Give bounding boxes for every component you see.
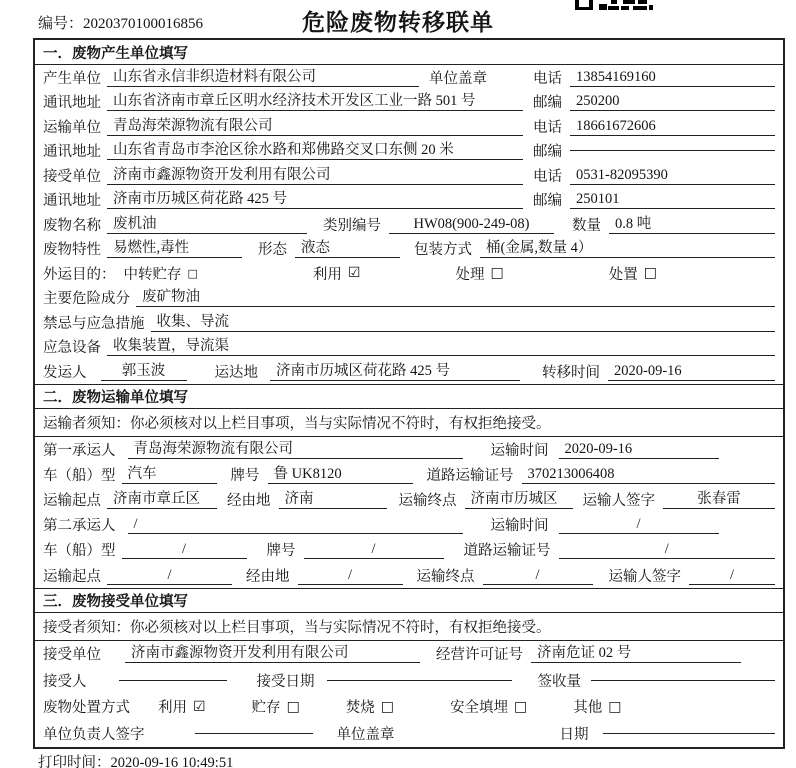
purpose-option-utilize: 利用 [312, 266, 342, 283]
row-waste-character [35, 237, 783, 262]
form-label: 形态 [258, 242, 287, 259]
unit-seal-label: 单位盖章 [429, 70, 487, 87]
row-shipper [35, 359, 783, 384]
row-route-2 [35, 562, 783, 587]
section-receiver [35, 588, 783, 747]
terminus-label: 运输终点 [398, 492, 457, 509]
row-transfer-purpose [35, 261, 783, 286]
phone-label: 电话 [533, 168, 562, 185]
section-producer [35, 40, 783, 384]
disposal-method-label: 废物处置方式 [43, 700, 130, 717]
checkbox-dispose: □ [643, 265, 657, 282]
transporter-notice: 运输者须知：你必须核对以上栏目事项，当与实际情况不符时，有权拒绝接受。 [35, 409, 783, 437]
receiver-unit-label: 接受单位 [43, 168, 101, 185]
carrier-signature-field-2: / [689, 566, 775, 585]
terminus-field: 济南市历城区 [465, 490, 573, 509]
terminus-field-2: / [483, 566, 593, 585]
transport-unit-label: 运输单位 [43, 119, 101, 136]
purpose-option-storage: 中转贮存 [123, 266, 182, 283]
checkbox-disposal-utilize-checked: ☑ [193, 698, 206, 715]
producer-unit-label: 产生单位 [43, 70, 101, 87]
receiver-address-field: 济南市历城区荷花路 425 号 [107, 190, 523, 209]
waste-character-label: 废物特性 [43, 242, 101, 259]
row-taboo-measures [35, 310, 783, 335]
checkbox-utilize-checked: ☑ [347, 265, 361, 282]
via-field: 济南 [279, 490, 387, 509]
responsible-signature-label: 单位负责人签字 [43, 726, 145, 743]
shipper-label: 发运人 [43, 364, 87, 381]
disposal-option-other: 其他 [573, 700, 603, 717]
accept-date-label: 接受日期 [256, 673, 315, 690]
row-accept-unit [35, 641, 783, 668]
accept-unit-field: 济南市鑫源物资开发利用有限公司 [125, 644, 420, 663]
received-amount-label: 签收量 [537, 673, 581, 690]
unit-seal-label: 单位盖章 [336, 726, 395, 743]
checkbox-storage: □ [187, 266, 198, 280]
origin-field-2: / [107, 566, 232, 585]
address-label: 通讯地址 [43, 95, 101, 112]
producer-zip-field: 250200 [570, 92, 775, 111]
waste-character-field: 易燃性,毒性 [107, 239, 242, 258]
date-label: 日期 [559, 726, 589, 743]
doc-number-label: 编号： [38, 16, 84, 32]
receiver-zip-field: 250101 [570, 190, 775, 209]
first-carrier-label: 第一承运人 [43, 442, 116, 459]
vehicle-type-field: 汽车 [122, 465, 217, 484]
form-field: 液态 [295, 239, 400, 258]
via-label: 经由地 [227, 492, 271, 509]
row-producer-address [35, 90, 783, 115]
receiver-notice: 接受者须知：你必须核对以上栏目事项，当与实际情况不符时，有权拒绝接受。 [35, 613, 783, 641]
transporter-zip-field [570, 150, 775, 151]
section3-header: 三．废物接受单位填写 [35, 588, 783, 613]
carrier-signature-field: 张春雷 [663, 490, 775, 509]
row-emergency-equipment [35, 335, 783, 360]
second-carrier-field: / [128, 515, 463, 534]
zip-label: 邮编 [533, 95, 562, 112]
plate-number-field-2: / [304, 540, 444, 559]
emergency-equipment-field: 收集装置，导流渠 [107, 337, 775, 356]
quantity-label: 数量 [572, 217, 601, 234]
terminus-label: 运输终点 [416, 568, 475, 585]
doc-number-value: 2020370100016856 [83, 16, 204, 32]
taboo-measures-label: 禁忌与应急措施 [43, 315, 145, 332]
row-transporter-address [35, 139, 783, 164]
category-code-field: HW08(900-249-08) [389, 215, 554, 234]
purpose-option-dispose: 处置 [608, 266, 638, 283]
checkbox-disposal-incinerate: □ [380, 698, 395, 715]
receiver-phone-field: 0531-82095390 [570, 166, 775, 185]
quantity-field: 0.8 吨 [609, 215, 775, 234]
transfer-purpose-label: 外运目的： [43, 266, 116, 283]
transporter-address-field: 山东省青岛市李沧区徐水路和郑佛路交叉口东侧 20 米 [107, 141, 523, 160]
transport-unit-field: 青岛海荣源物流有限公司 [107, 117, 523, 136]
carrier-signature-label: 运输人签字 [608, 568, 681, 585]
waste-name-label: 废物名称 [43, 217, 101, 234]
transfer-time-label: 转移时间 [542, 364, 600, 381]
origin-label: 运输起点 [43, 492, 101, 509]
plate-number-label: 牌号 [266, 543, 296, 560]
road-permit-field-2: / [559, 540, 776, 559]
purpose-option-treat: 处理 [455, 266, 485, 283]
via-label: 经由地 [246, 568, 290, 585]
checkbox-disposal-landfill: □ [514, 698, 528, 715]
date-field [603, 733, 776, 734]
via-field-2: / [298, 566, 403, 585]
section2-header: 二．废物运输单位填写 [35, 384, 783, 409]
phone-label: 电话 [533, 70, 562, 87]
row-disposal-method [35, 694, 783, 721]
row-transport-unit [35, 114, 783, 139]
vehicle-type-label: 车（船）型 [43, 467, 116, 484]
origin-field: 济南市章丘区 [107, 490, 217, 509]
print-time-label: 打印时间： [38, 755, 111, 768]
packing-field: 桶(金属,数量 4） [480, 239, 775, 258]
transport-time-field-2: / [559, 515, 719, 534]
row-route-1 [35, 487, 783, 512]
main-hazard-field: 废矿物油 [136, 288, 775, 307]
packing-label: 包装方式 [414, 242, 472, 259]
road-permit-field: 370213006408 [522, 465, 776, 484]
transport-time-label: 运输时间 [490, 518, 549, 535]
address-label: 通讯地址 [43, 144, 101, 161]
business-permit-field: 济南危证 02 号 [531, 644, 741, 663]
row-producer-unit [35, 65, 783, 90]
zip-label: 邮编 [533, 144, 562, 161]
phone-label: 电话 [533, 119, 562, 136]
emergency-equipment-label: 应急设备 [43, 340, 101, 357]
business-permit-label: 经营许可证号 [436, 647, 523, 664]
row-vehicle-2 [35, 537, 783, 562]
accept-unit-label: 接受单位 [43, 647, 101, 664]
row-receiver-address [35, 188, 783, 213]
checkbox-disposal-other: □ [608, 698, 622, 715]
section-transporter [35, 384, 783, 588]
row-vehicle-1 [35, 462, 783, 487]
row-first-carrier [35, 437, 783, 462]
disposal-option-utilize: 利用 [158, 700, 187, 717]
shipper-field: 郭玉波 [101, 362, 187, 381]
row-acceptor [35, 667, 783, 694]
producer-phone-field: 13854169160 [570, 68, 775, 87]
qr-code-fragment-icon [575, 0, 653, 11]
plate-number-label: 牌号 [230, 467, 260, 484]
producer-unit-field: 山东省永信非织造材料有限公司 [107, 68, 419, 87]
first-carrier-field: 青岛海荣源物流有限公司 [128, 440, 463, 459]
disposal-option-landfill: 安全填埋 [450, 700, 509, 717]
transport-time-field: 2020-09-16 [559, 440, 719, 459]
destination-field: 济南市历城区荷花路 425 号 [270, 362, 520, 381]
receiver-unit-field: 济南市鑫源物资开发利用有限公司 [107, 166, 523, 185]
print-time [38, 751, 233, 768]
row-receiver-unit [35, 163, 783, 188]
row-main-hazard [35, 286, 783, 311]
vehicle-type-label: 车（船）型 [43, 543, 116, 560]
zip-label: 邮编 [533, 193, 562, 210]
road-permit-label: 道路运输证号 [426, 467, 514, 484]
origin-label: 运输起点 [43, 568, 101, 585]
category-code-label: 类别编号 [323, 217, 381, 234]
vehicle-type-field-2: / [122, 540, 247, 559]
waste-name-field: 废机油 [107, 215, 307, 234]
acceptor-field [119, 680, 227, 681]
row-waste-name [35, 212, 783, 237]
form-table [33, 38, 785, 749]
main-hazard-label: 主要危险成分 [43, 291, 130, 308]
accept-date-field [327, 680, 512, 681]
disposal-option-incinerate: 焚烧 [345, 700, 375, 717]
acceptor-label: 接受人 [43, 673, 87, 690]
page-title: 危险废物转移联单 [302, 10, 494, 35]
print-time-value: 2020-09-16 10:49:51 [110, 755, 234, 768]
carrier-signature-label: 运输人签字 [582, 492, 655, 509]
row-second-carrier [35, 512, 783, 537]
address-label: 通讯地址 [43, 193, 101, 210]
checkbox-treat: □ [490, 265, 504, 282]
transporter-phone-field: 18661672606 [570, 117, 775, 136]
disposal-option-store: 贮存 [251, 700, 281, 717]
transfer-time-field: 2020-09-16 [608, 362, 775, 381]
taboo-measures-field: 收集、导流 [151, 313, 776, 332]
responsible-signature-field [195, 733, 313, 734]
received-amount-field [591, 680, 775, 681]
checkbox-disposal-store: □ [286, 698, 300, 715]
road-permit-label: 道路运输证号 [463, 543, 551, 560]
plate-number-field: 鲁 UK8120 [268, 465, 413, 484]
transport-time-label: 运输时间 [490, 442, 549, 459]
row-responsible-signature [35, 720, 783, 747]
destination-label: 运达地 [214, 364, 258, 381]
producer-address-field: 山东省济南市章丘区明水经济技术开发区工业一路 501 号 [107, 92, 523, 111]
section1-header: 一．废物产生单位填写 [35, 40, 783, 65]
second-carrier-label: 第二承运人 [43, 518, 116, 535]
